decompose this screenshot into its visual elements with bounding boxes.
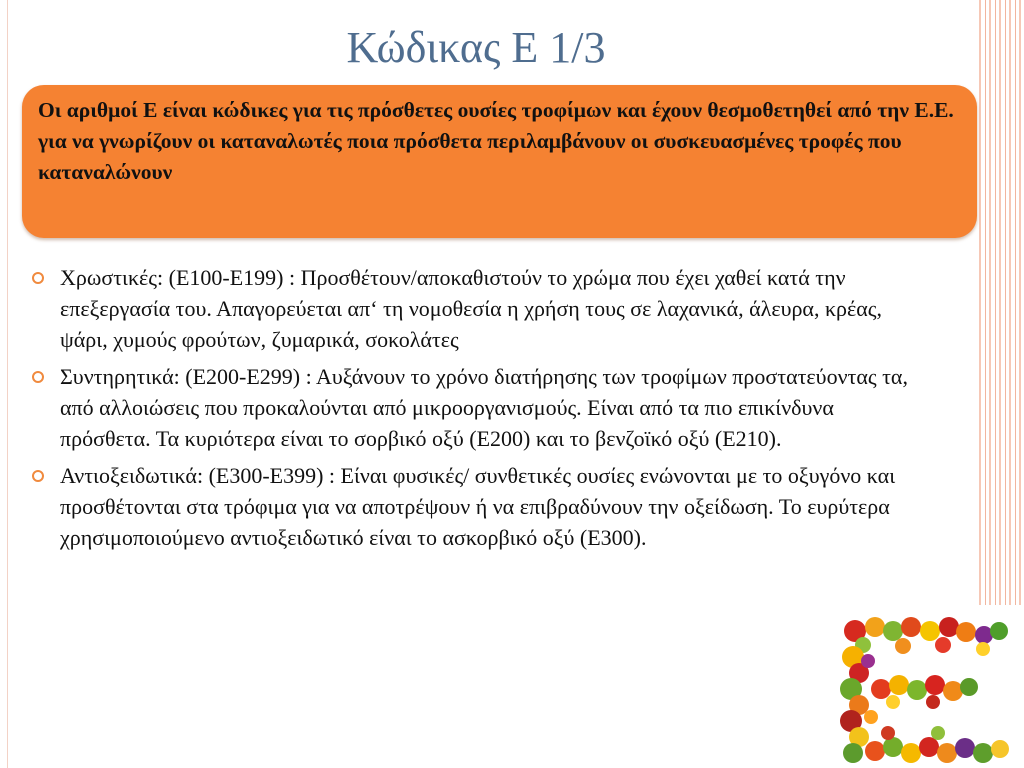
bullet-text-antioxidants: Αντιοξειδωτικά: (Ε300-Ε399) : Είναι φυσικές/ συνθετικές ουσίες ενώνονται με το οξυγόνο και προσθέτονται στα τρόφιμα για να αποτρέψουν ή να επιβραδύνουν την οξείδωση. Το ευρύτερα χρησιμοποιούμενο αντιοξειδωτικό είναι το ασκορβικό οξύ (Ε300). (60, 463, 896, 550)
letter-e-icon (793, 605, 1024, 768)
bullet-circle-icon (32, 470, 44, 482)
bullet-list (28, 262, 918, 559)
list-item (28, 460, 918, 553)
definition-callout (22, 85, 977, 238)
bullet-text-preservatives: Συντηρητικά: (Ε200-Ε299) : Αυξάνουν το χρόνο διατήρησης των τροφίμων προστατεύοντας τα, από αλλοιώσεις που προκαλούνται από μικροοργανισμούς. Είναι από τα πιο επικίνδυνα πρόσθετα. Τα κυριότερα είναι το σορβικό οξύ (Ε200) και το βενζοϊκό οξύ (Ε210). (60, 364, 908, 451)
list-item (28, 361, 918, 454)
bullet-text-colorants: Χρωστικές: (Ε100-Ε199) : Προσθέτουν/αποκαθιστούν το χρώμα που έχει χαθεί κατά την επεξεργασία του. Απαγορεύεται απ‘ τη νομοθεσία η χρήση τους σε λαχανικά, άλευρα, κρέας, ψάρι, χυμούς φρούτων, ζυμαρικά, σοκολάτες (60, 265, 883, 352)
bullet-circle-icon (32, 272, 44, 284)
list-item (28, 262, 918, 355)
bullet-circle-icon (32, 371, 44, 383)
food-letter-e-image (793, 605, 1024, 768)
left-border-line (7, 0, 8, 768)
callout-text: Οι αριθμοί Ε είναι κώδικες για τις πρόσθετες ουσίες τροφίμων και έχουν θεσμοθετηθεί από την Ε.Ε. για να γνωρίζουν οι καταναλωτές ποια πρόσθετα περιλαμβάνουν οι συσκευασμένες τροφές που καταναλώνουν (38, 98, 954, 184)
slide-title: Κώδικας Ε 1/3 (346, 23, 606, 72)
